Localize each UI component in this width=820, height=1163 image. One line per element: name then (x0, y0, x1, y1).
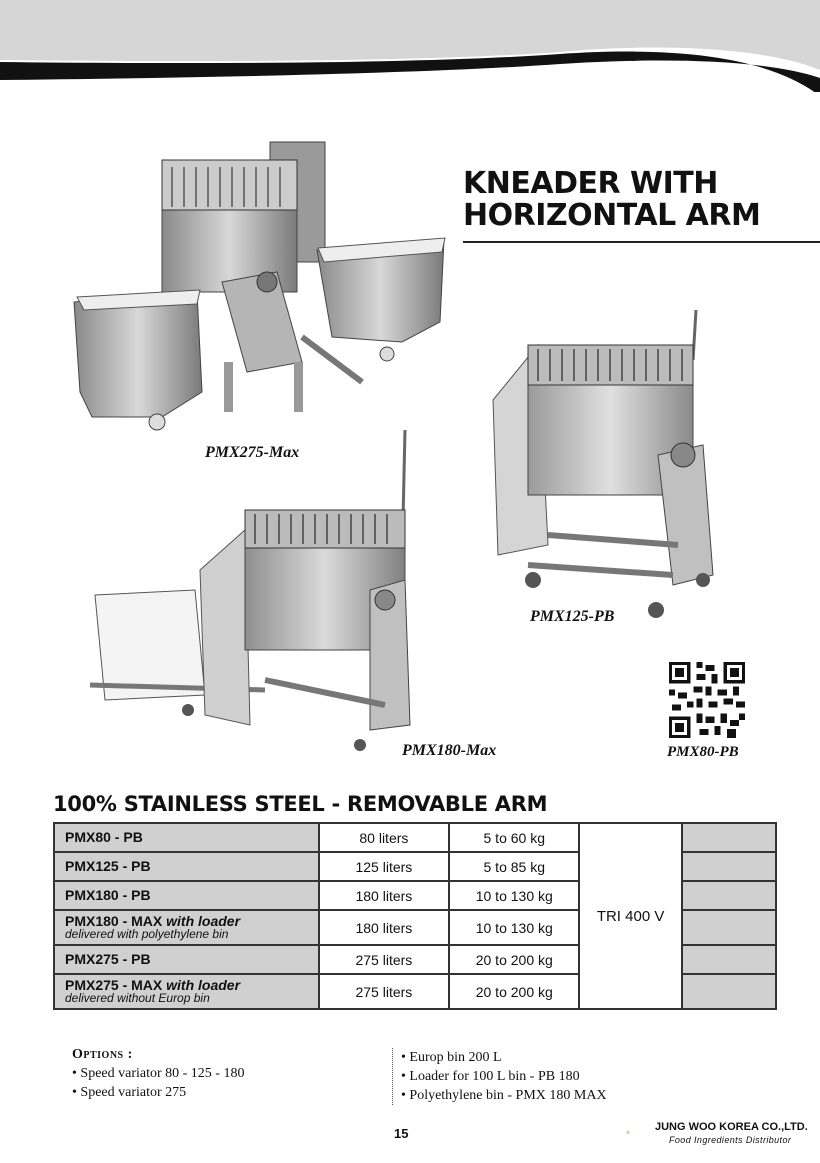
caption-pmx275: PMX275-Max (205, 444, 300, 461)
section-heading: 100% STAINLESS STEEL - REMOVABLE ARM (53, 792, 548, 816)
weight-cell: 10 to 130 kg (449, 881, 579, 910)
weight-cell: 5 to 85 kg (449, 852, 579, 881)
price-cell (682, 881, 776, 910)
option-item: • Speed variator 275 (72, 1085, 187, 1100)
pmx125-machine-image (478, 305, 723, 625)
capacity-cell: 180 liters (319, 881, 449, 910)
price-cell (682, 945, 776, 974)
table-row (54, 823, 776, 852)
header-band (0, 0, 820, 92)
model-name: PMX180 - MAX (65, 912, 163, 929)
capacity-cell: 125 liters (319, 852, 449, 881)
model-name: PMX125 - PB (65, 858, 151, 874)
qr-code-image (669, 662, 745, 738)
price-cell (682, 974, 776, 1009)
capacity-cell: 275 liters (319, 945, 449, 974)
weight-cell: 5 to 60 kg (449, 823, 579, 852)
price-cell (682, 910, 776, 945)
price-cell (682, 852, 776, 881)
model-cell (54, 881, 319, 910)
model-name: PMX275 - MAX (65, 976, 163, 993)
company-logo-icon (626, 1118, 654, 1146)
pmx180-machine-image (85, 425, 445, 755)
spec-table (53, 822, 777, 1010)
company-name: JUNG WOO KOREA CO.,LTD. (655, 1121, 808, 1133)
model-note: with loader (166, 912, 241, 929)
page-number: 15 (394, 1126, 409, 1141)
price-cell (682, 823, 776, 852)
title-line-2: HORIZONTAL ARM (463, 198, 761, 233)
page-title (463, 168, 820, 232)
model-cell (54, 910, 319, 945)
options-left (72, 1045, 244, 1102)
option-item: • Europ bin 200 L (401, 1050, 502, 1065)
voltage-cell: TRI 400 V (579, 823, 681, 1009)
options-heading: Options : (72, 1047, 133, 1062)
model-cell (54, 945, 319, 974)
weight-cell: 20 to 200 kg (449, 974, 579, 1009)
option-item: • Loader for 100 L bin - PB 180 (401, 1069, 580, 1084)
model-cell (54, 852, 319, 881)
pmx275-machine-image (62, 132, 452, 432)
capacity-cell: 275 liters (319, 974, 449, 1009)
caption-pmx180: PMX180-Max (402, 742, 497, 759)
options-right (392, 1048, 607, 1105)
caption-pmx80: PMX80-PB (667, 744, 739, 760)
model-cell (54, 823, 319, 852)
capacity-cell: 180 liters (319, 910, 449, 945)
option-item: • Polyethylene bin - PMX 180 MAX (401, 1088, 607, 1103)
model-note: with loader (166, 976, 241, 993)
title-line-1: KNEADER WITH (463, 166, 718, 201)
caption-pmx125: PMX125-PB (530, 608, 615, 625)
model-name: PMX80 - PB (65, 829, 143, 845)
capacity-cell: 80 liters (319, 823, 449, 852)
company-tagline: Food Ingredients Distributor (669, 1135, 792, 1145)
weight-cell: 10 to 130 kg (449, 910, 579, 945)
model-name: PMX275 - PB (65, 951, 151, 967)
model-name: PMX180 - PB (65, 887, 151, 903)
title-rule (463, 241, 820, 243)
model-subnote: delivered without Europ bin (65, 990, 210, 1005)
model-cell (54, 974, 319, 1009)
model-subnote: delivered with polyethylene bin (65, 926, 229, 941)
option-item: • Speed variator 80 - 125 - 180 (72, 1066, 245, 1081)
weight-cell: 20 to 200 kg (449, 945, 579, 974)
